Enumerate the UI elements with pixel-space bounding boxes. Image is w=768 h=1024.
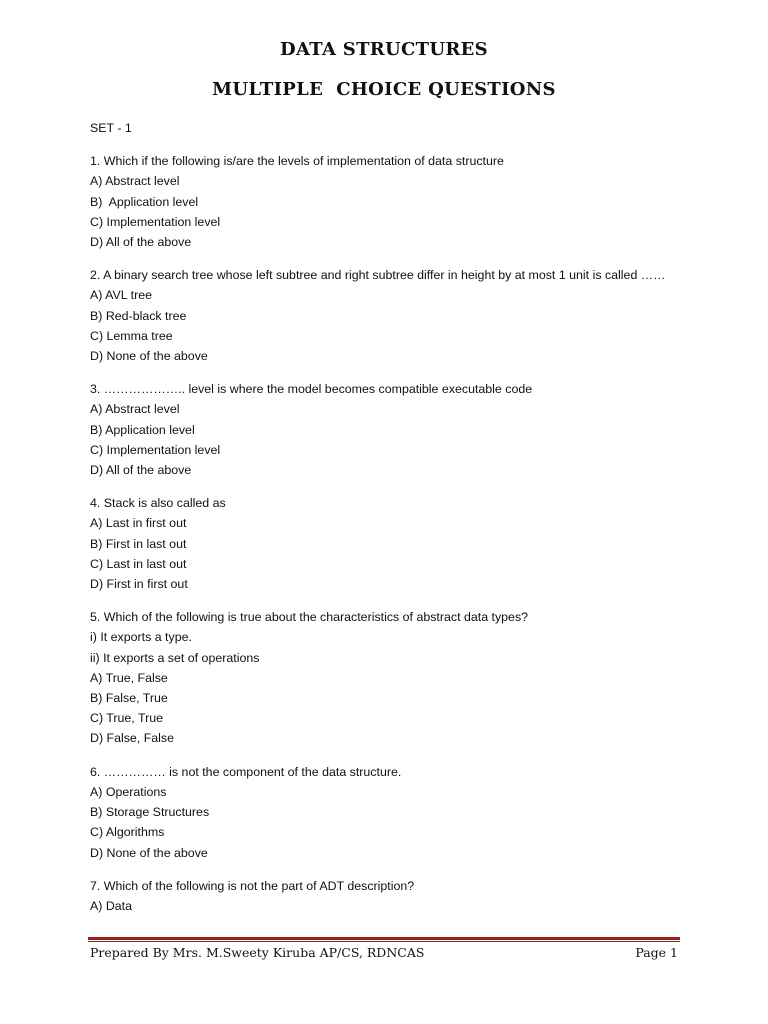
- option: B) First in last out: [90, 536, 187, 551]
- question-text: 5. Which of the following is true about the characteristics of abstract data types?: [90, 610, 529, 625]
- option: B) Application level: [90, 194, 199, 209]
- question-text: 2. A binary search tree whose left subtree and right subtree differ in height by at most 1 unit is called ……: [90, 268, 666, 283]
- option: B) Red-black tree: [90, 308, 187, 323]
- footer-divider: [88, 937, 680, 940]
- option: D) First in first out: [90, 577, 188, 592]
- option: D) All of the above: [90, 235, 192, 250]
- question-1: [90, 151, 690, 252]
- option: A) Operations: [90, 784, 167, 799]
- question-7: [90, 876, 690, 916]
- question-text: 7. Which of the following is not the part of ADT description?: [90, 878, 415, 893]
- question-4: [90, 493, 690, 594]
- set-label: SET - 1: [90, 121, 132, 135]
- option: A) Data: [90, 898, 133, 913]
- option: B) False, True: [90, 691, 168, 706]
- option: i) It exports a type.: [90, 630, 192, 645]
- option: D) None of the above: [90, 845, 208, 860]
- footer-author: Prepared By Mrs. M.Sweety Kiruba AP/CS, RDNCAS: [90, 945, 425, 960]
- question-6: [90, 762, 690, 863]
- question-2: [90, 265, 690, 366]
- question-text: 1. Which if the following is/are the levels of implementation of data structure: [90, 154, 504, 169]
- question-text: 6. …………… is not the component of the data structure.: [90, 764, 402, 779]
- question-text: 4. Stack is also called as: [90, 496, 226, 511]
- option: A) True, False: [90, 670, 168, 685]
- option: C) True, True: [90, 711, 163, 726]
- option: C) Lemma tree: [90, 328, 173, 343]
- question-list: [90, 118, 690, 929]
- option: C) Algorithms: [90, 825, 165, 840]
- question-5: [90, 607, 690, 748]
- option: C) Implementation level: [90, 442, 221, 457]
- document-title: DATA STRUCTURES: [280, 39, 488, 60]
- option: C) Last in last out: [90, 556, 187, 571]
- option: A) Abstract level: [90, 174, 180, 189]
- option: D) None of the above: [90, 349, 208, 364]
- option: D) False, False: [90, 731, 174, 746]
- footer-divider-thin: [88, 941, 680, 942]
- option: B) Application level: [90, 422, 195, 437]
- option: C) Implementation level: [90, 214, 221, 229]
- document-subtitle: MULTIPLE CHOICE QUESTIONS: [212, 79, 556, 100]
- question-3: [90, 379, 690, 480]
- option: A) Last in first out: [90, 516, 187, 531]
- question-text: 3. ……………….. level is where the model becomes compatible executable code: [90, 382, 533, 397]
- option: A) Abstract level: [90, 402, 180, 417]
- option: B) Storage Structures: [90, 805, 210, 820]
- option: A) AVL tree: [90, 288, 152, 303]
- option: ii) It exports a set of operations: [90, 650, 260, 665]
- option: D) All of the above: [90, 463, 192, 478]
- page-number: Page 1: [635, 945, 678, 960]
